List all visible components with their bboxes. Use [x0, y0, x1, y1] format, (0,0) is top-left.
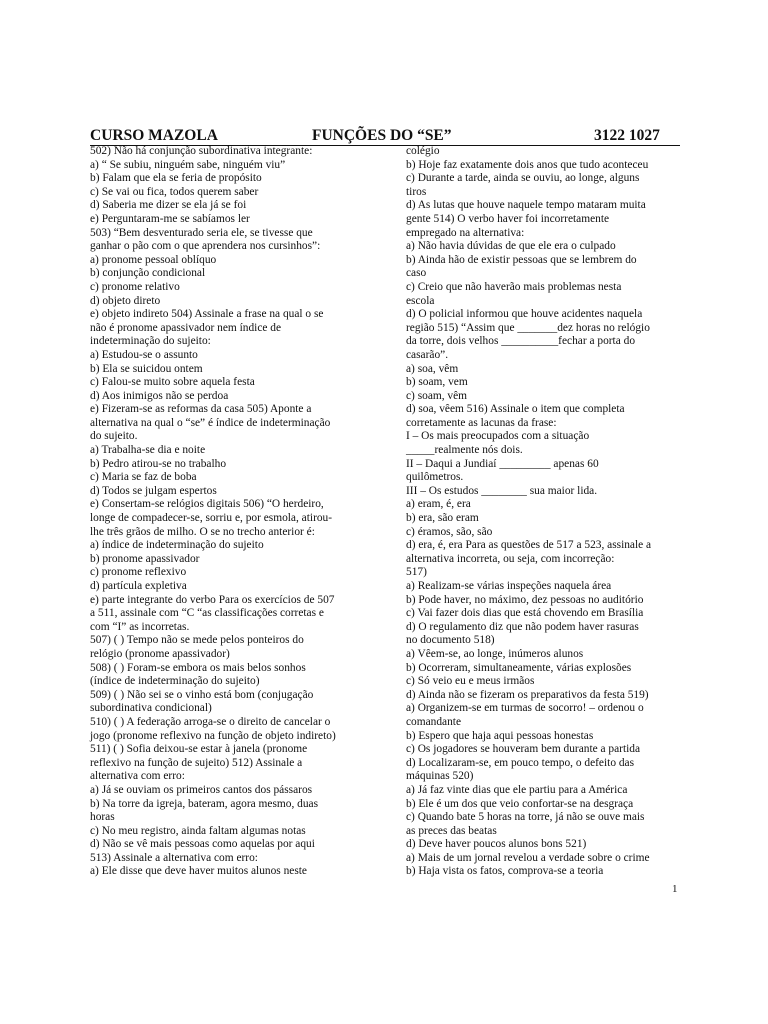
- text-line: a) Já faz vinte dias que ele partiu para a América: [406, 783, 628, 796]
- text-line: d) Todos se julgam espertos: [90, 484, 217, 497]
- text-line: a) índice de indeterminação do sujeito: [90, 539, 264, 552]
- text-line: gente 514) O verbo haver foi incorretamente: [406, 212, 610, 225]
- page-header: [90, 127, 680, 146]
- text-line: b) Haja vista os fatos, comprova-se a teoria: [406, 865, 604, 878]
- text-line: casarão”.: [406, 348, 449, 361]
- text-line: 508) ( ) Foram-se embora os mais belos sonhos: [90, 661, 306, 674]
- text-line: a) soa, vêm: [406, 362, 459, 375]
- text-line: d) objeto direto: [90, 294, 161, 307]
- text-line: c) Vai fazer dois dias que está chovendo em Brasília: [406, 607, 644, 620]
- text-line: tiros: [406, 185, 427, 198]
- text-line: b) pronome apassivador: [90, 552, 200, 565]
- text-line: a) Organizem-se em turmas de socorro! – ordenou o: [406, 702, 644, 715]
- text-line: a) Vêem-se, ao longe, inúmeros alunos: [406, 647, 584, 660]
- text-line: a) Não havia dúvidas de que ele era o culpado: [406, 240, 616, 253]
- text-line: d) As lutas que houve naquele tempo mataram muita: [406, 199, 646, 212]
- text-line: d) Não se vê mais pessoas como aquelas por aqui: [90, 838, 315, 851]
- text-line: a) eram, é, era: [406, 498, 471, 511]
- text-line: reflexivo na função de sujeito) 512) Assinale a: [90, 756, 303, 769]
- text-line: b) Ainda hão de existir pessoas que se lembrem do: [406, 253, 637, 266]
- text-line: b) conjunção condicional: [90, 267, 206, 280]
- phone-number: 3122 1027: [594, 127, 660, 144]
- page-number: 1: [672, 883, 678, 895]
- document-title: FUNÇÕES DO “SE”: [312, 127, 452, 144]
- text-line: quilômetros.: [406, 471, 464, 484]
- text-line: a) Já se ouviam os primeiros cantos dos pássaros: [90, 783, 313, 796]
- text-line: c) éramos, são, são: [406, 525, 493, 538]
- text-line: alternativa incorreta, ou seja, com incorreção:: [406, 552, 615, 565]
- text-line: c) Falou-se muito sobre aquela festa: [90, 376, 255, 389]
- text-line: jogo (pronome reflexivo na função de objeto indireto): [90, 729, 336, 742]
- text-line: colégio: [406, 145, 440, 157]
- text-line: c) Durante a tarde, ainda se ouviu, ao longe, alguns: [406, 172, 640, 185]
- text-line: b) Falam que ela se feria de propósito: [90, 172, 262, 185]
- text-line: e) Fizeram-se as reformas da casa 505) Aponte a: [90, 403, 312, 416]
- text-line: d) O policial informou que houve acidentes naquela: [406, 308, 643, 321]
- text-line: 507) ( ) Tempo não se mede pelos ponteiros do: [90, 634, 304, 647]
- text-line: c) pronome reflexivo: [90, 566, 187, 579]
- text-line: do sujeito.: [90, 430, 138, 443]
- text-line: alternativa na qual o “se” é índice de indeterminação: [90, 416, 331, 429]
- text-line: c) soam, vêm: [406, 389, 468, 402]
- text-line: relógio (pronome apassivador): [90, 647, 230, 660]
- text-line: II – Daqui a Jundiaí _________ apenas 60: [406, 457, 599, 470]
- text-line: a 511, assinale com “C “as classificações corretas e: [90, 607, 324, 620]
- text-line: c) Maria se faz de boba: [90, 471, 197, 484]
- text-line: _____realmente nós dois.: [406, 444, 523, 457]
- text-line: c) pronome relativo: [90, 280, 180, 293]
- text-line: b) Ele é um dos que veio confortar-se na desgraça: [406, 797, 634, 810]
- text-line: 513) Assinale a alternativa com erro:: [90, 851, 258, 864]
- text-line: d) O regulamento diz que não podem haver rasuras: [406, 620, 639, 633]
- text-line: a) Mais de um jornal revelou a verdade sobre o crime: [406, 851, 650, 864]
- text-line: a) Realizam-se várias inspeções naquela área: [406, 580, 612, 592]
- text-line: d) Saberia me dizer se ela já se foi: [90, 199, 247, 212]
- text-line: e) Perguntaram-me se sabíamos ler: [90, 212, 250, 225]
- text-line: subordinativa condicional): [90, 702, 212, 715]
- text-line: a) Estudou-se o assunto: [90, 348, 198, 361]
- right-column: [406, 145, 692, 879]
- text-line: c) Quando bate 5 horas na torre, já não se ouve mais: [406, 811, 645, 824]
- text-line: d) Localizaram-se, em pouco tempo, o defeito das: [406, 756, 635, 769]
- text-line: as preces das beatas: [406, 824, 497, 837]
- text-line: ganhar o pão com o que aprendera nos cursinhos”:: [90, 240, 321, 253]
- text-line: a) Ele disse que deve haver muitos alunos neste: [90, 865, 307, 878]
- text-line: b) Hoje faz exatamente dois anos que tudo aconteceu: [406, 158, 649, 171]
- text-line: corretamente as lacunas da frase:: [406, 416, 557, 429]
- left-column: [90, 145, 390, 879]
- text-line: e) objeto indireto 504) Assinale a frase na qual o se: [90, 308, 324, 321]
- text-line: b) soam, vem: [406, 376, 468, 389]
- text-line: e) Consertam-se relógios digitais 506) “O herdeiro,: [90, 498, 324, 511]
- text-line: d) partícula expletiva: [90, 580, 187, 592]
- text-line: máquinas 520): [406, 770, 474, 783]
- text-line: 502) Não há conjunção subordinativa integrante:: [90, 145, 313, 157]
- text-line: longe de compadecer-se, sorriu e, por esmola, atirou-: [90, 512, 333, 525]
- text-line: c) No meu registro, ainda faltam algumas notas: [90, 824, 306, 837]
- text-line: a) Trabalha-se dia e noite: [90, 444, 206, 457]
- text-line: b) era, são eram: [406, 512, 479, 525]
- text-line: b) Na torre da igreja, bateram, agora mesmo, duas: [90, 797, 319, 810]
- text-line: com “I” as incorretas.: [90, 620, 190, 633]
- text-line: 510) ( ) A federação arroga-se o direito de cancelar o: [90, 715, 331, 728]
- text-line: 509) ( ) Não sei se o vinho está bom (conjugação: [90, 688, 314, 701]
- text-line: I – Os mais preocupados com a situação: [406, 430, 590, 443]
- text-line: caso: [406, 267, 427, 280]
- text-line: não é pronome apassivador nem índice de: [90, 321, 282, 334]
- text-line: indeterminação do sujeito:: [90, 335, 211, 348]
- text-line: c) Os jogadores se houveram bem durante a partida: [406, 743, 641, 756]
- text-line: b) Ocorreram, simultaneamente, várias explosões: [406, 661, 632, 674]
- text-line: lhe três grãos de milho. O se no trecho anterior é:: [90, 525, 315, 538]
- text-line: III – Os estudos ________ sua maior lida.: [406, 484, 598, 497]
- text-line: b) Espero que haja aqui pessoas honestas: [406, 729, 594, 742]
- text-line: no documento 518): [406, 634, 495, 647]
- text-line: empregado na alternativa:: [406, 226, 525, 239]
- text-line: c) Creio que não haverão mais problemas nesta: [406, 280, 622, 293]
- course-name: CURSO MAZOLA: [90, 127, 218, 144]
- text-line: a) pronome pessoal oblíquo: [90, 253, 217, 266]
- text-line: b) Pedro atirou-se no trabalho: [90, 457, 227, 470]
- text-line: escola: [406, 294, 435, 307]
- text-line: b) Pode haver, no máximo, dez pessoas no auditório: [406, 593, 644, 606]
- text-line: b) Ela se suicidou ontem: [90, 362, 203, 375]
- text-line: a) “ Se subiu, ninguém sabe, ninguém viu”: [90, 158, 286, 171]
- text-line: d) soa, vêem 516) Assinale o item que completa: [406, 403, 625, 416]
- text-line: (índice de indeterminação do sujeito): [90, 675, 260, 688]
- text-line: 517): [406, 566, 427, 579]
- text-line: 511) ( ) Sofia deixou-se estar à janela (pronome: [90, 743, 308, 756]
- text-line: e) parte integrante do verbo Para os exercícios de 507: [90, 593, 335, 606]
- text-line: horas: [90, 811, 115, 824]
- text-line: região 515) “Assim que _______dez horas no relógio: [406, 321, 650, 334]
- text-line: d) era, é, era Para as questões de 517 a 523, assinale a: [406, 539, 652, 552]
- text-line: c) Só veio eu e meus irmãos: [406, 675, 535, 688]
- text-line: d) Aos inimigos não se perdoa: [90, 389, 229, 402]
- text-line: d) Deve haver poucos alunos bons 521): [406, 838, 587, 851]
- text-line: comandante: [406, 715, 462, 728]
- text-line: c) Se vai ou fica, todos querem saber: [90, 185, 259, 198]
- text-line: 503) “Bem desventurado seria ele, se tivesse que: [90, 226, 313, 239]
- text-line: alternativa com erro:: [90, 770, 185, 783]
- text-line: da torre, dois velhos __________fechar a porta do: [406, 335, 636, 348]
- text-line: d) Ainda não se fizeram os preparativos da festa 519): [406, 688, 649, 701]
